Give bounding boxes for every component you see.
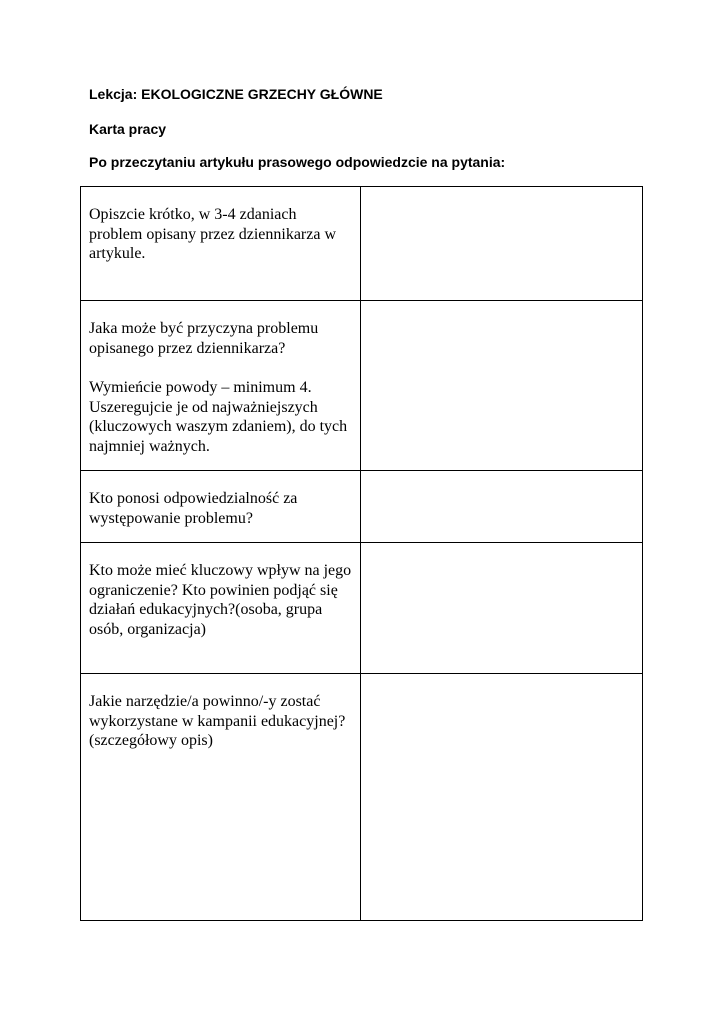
worksheet-label: Karta pracy (89, 121, 167, 137)
answer-cell-4[interactable] (361, 543, 643, 674)
question-row-5 (81, 674, 643, 921)
instruction-text: Po przeczytaniu artykułu prasowego odpowiedzcie na pytania: (89, 154, 506, 170)
question-cell-3 (81, 471, 361, 543)
question-2-instruction: Wymieńcie powody – minimum 4. Uszeregujcie je od najważniejszych (kluczowych waszym zdaniem), do tych najmniej ważnych. (89, 379, 348, 455)
question-row-4 (81, 543, 643, 674)
answer-cell-1[interactable] (361, 187, 643, 301)
answer-cell-5[interactable] (361, 674, 643, 921)
question-4-text: Kto może mieć kluczowy wpływ na jego ograniczenie? Kto powinien podjąć się działań edukacyjnych?(osoba, grupa osób, organizacja) (89, 562, 352, 638)
answer-cell-2[interactable] (361, 301, 643, 471)
question-5-text: Jakie narzędzie/a powinno/-y zostać wykorzystane w kampanii edukacyjnej? (szczegółowy opis) (89, 693, 346, 750)
question-2-text: Jaka może być przyczyna problemu opisanego przez dziennikarza? (89, 320, 319, 357)
answer-cell-3[interactable] (361, 471, 643, 543)
question-cell-2 (81, 301, 361, 471)
question-cell-1 (81, 187, 361, 301)
question-1-text: Opiszcie krótko, w 3-4 zdaniach problem opisany przez dziennikarza w artykule. (89, 206, 337, 263)
question-row-1 (81, 187, 643, 301)
lesson-title: Lekcja: EKOLOGICZNE GRZECHY GŁÓWNE (89, 86, 383, 102)
question-cell-5 (81, 674, 361, 921)
question-row-3 (81, 471, 643, 543)
question-row-2 (81, 301, 643, 471)
question-3-text: Kto ponosi odpowiedzialność za występowanie problemu? (89, 490, 298, 527)
worksheet-table (80, 186, 643, 921)
question-cell-4 (81, 543, 361, 674)
